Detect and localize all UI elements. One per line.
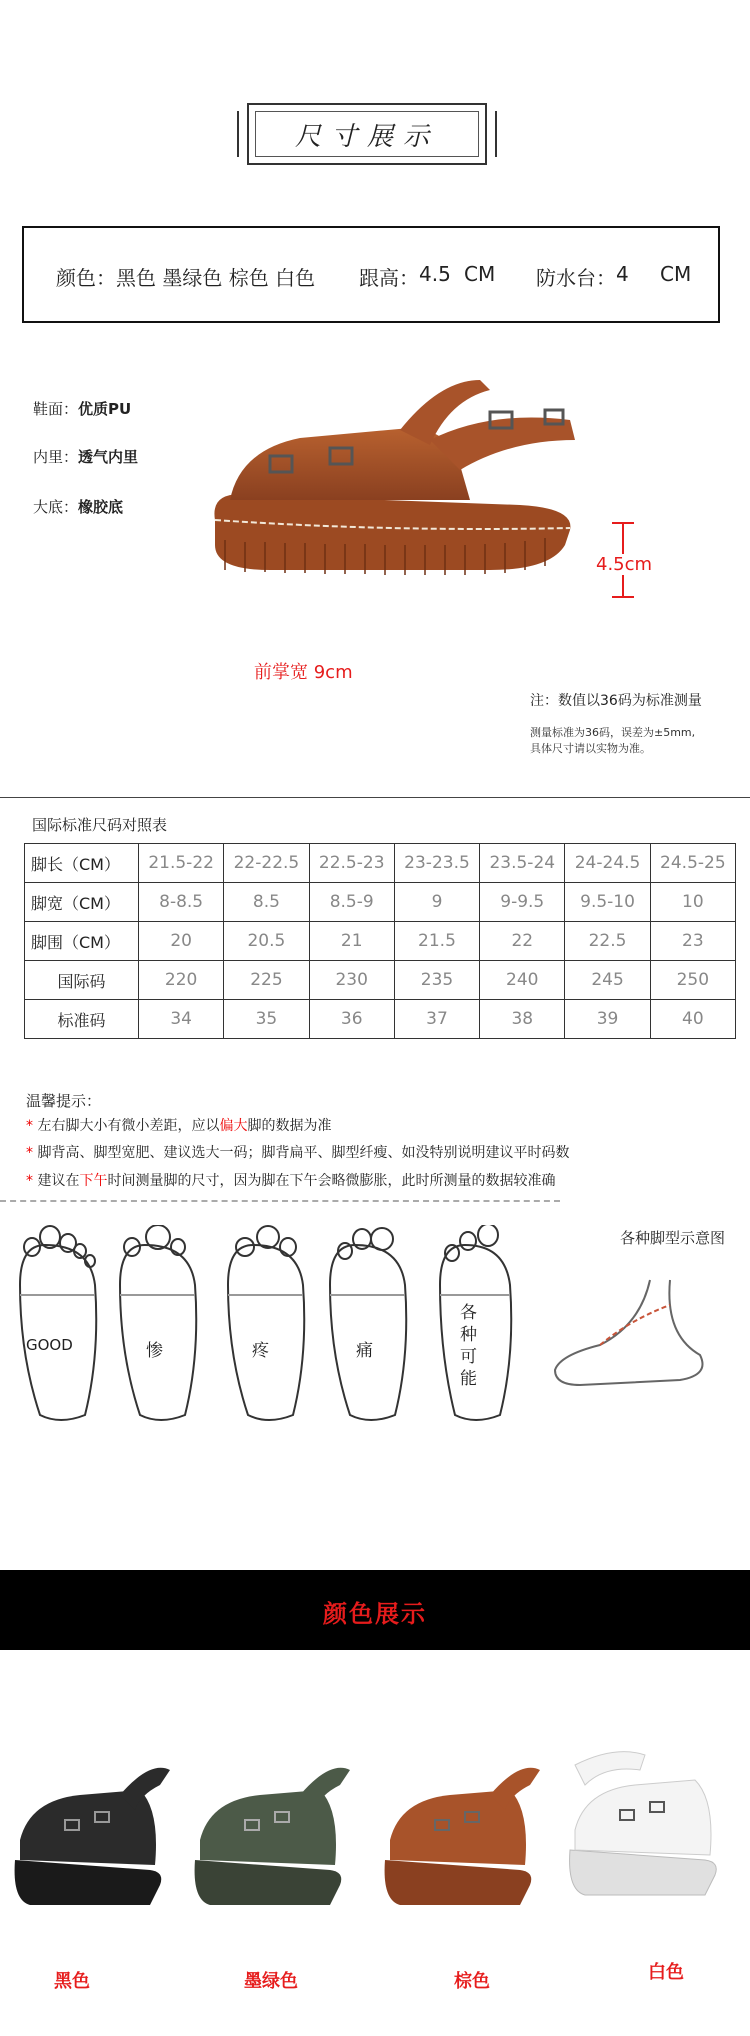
table-cell: 38 (480, 1000, 565, 1039)
material-label: 内里： (33, 448, 79, 466)
forefoot-width: 前掌宽 9cm (254, 662, 353, 683)
table-cell: 22.5-23 (309, 844, 394, 883)
foot-types-illustration (0, 1225, 750, 1430)
table-cell: 24-24.5 (565, 844, 650, 883)
row-header: 脚围（CM） (25, 922, 139, 961)
heel-value: 4.5 (419, 262, 451, 286)
tip-3 (26, 1170, 555, 1190)
color-label: 颜色： (56, 266, 116, 290)
table-cell: 23-23.5 (394, 844, 479, 883)
section-title-box (247, 103, 487, 165)
material-label: 鞋面： (33, 400, 79, 418)
table-cell: 22.5 (565, 922, 650, 961)
table-cell: 8.5-9 (309, 883, 394, 922)
height-label: 4.5cm (596, 554, 653, 575)
table-cell: 240 (480, 961, 565, 1000)
tip-highlight: 偏大 (219, 1118, 248, 1134)
dashed-divider (0, 1200, 560, 1202)
size-table (24, 843, 736, 1039)
heel-label: 跟高： (359, 266, 419, 290)
material-value: 橡胶底 (78, 498, 124, 516)
color-label-white: 白色 (648, 1962, 684, 1983)
table-cell: 220 (139, 961, 224, 1000)
table-cell: 24.5-25 (650, 844, 735, 883)
table-cell: 39 (565, 1000, 650, 1039)
row-header: 国际码 (25, 961, 139, 1000)
title-left-rule (237, 111, 239, 157)
tip-text: 左右脚大小有微小差距，应以 (37, 1118, 220, 1134)
table-cell: 36 (309, 1000, 394, 1039)
foot-label-miserable: 惨 (146, 1341, 163, 1361)
material-upper (33, 398, 131, 419)
table-cell: 9-9.5 (480, 883, 565, 922)
table-cell: 10 (650, 883, 735, 922)
foot-label-various: 各种可能 (460, 1303, 477, 1389)
table-cell: 20 (139, 922, 224, 961)
platform-label: 防水台： (536, 266, 616, 290)
table-cell: 40 (650, 1000, 735, 1039)
material-value: 优质PU (78, 400, 132, 418)
heel-unit: CM (464, 262, 496, 286)
table-cell: 9 (394, 883, 479, 922)
foot-label-pain: 疼 (252, 1341, 269, 1361)
color-section-banner (0, 1570, 750, 1650)
color-label-green: 墨绿色 (244, 1971, 298, 1992)
product-sandal-image (190, 370, 610, 610)
table-cell: 37 (394, 1000, 479, 1039)
color-sandals-image (0, 1740, 750, 1940)
table-cell: 235 (394, 961, 479, 1000)
table-cell: 22-22.5 (224, 844, 309, 883)
table-cell: 35 (224, 1000, 309, 1039)
table-row (25, 922, 736, 961)
table-row (25, 844, 736, 883)
table-cell: 34 (139, 1000, 224, 1039)
table-cell: 230 (309, 961, 394, 1000)
tip-text: 建议在 (37, 1173, 80, 1189)
table-row (25, 1000, 736, 1039)
title-right-rule (495, 111, 497, 157)
material-lining (33, 446, 138, 467)
table-cell: 21.5-22 (139, 844, 224, 883)
table-cell: 21.5 (394, 922, 479, 961)
platform-unit: CM (660, 262, 692, 286)
color-section-title: 颜色展示 (323, 1600, 427, 1628)
table-cell: 8-8.5 (139, 883, 224, 922)
table-row (25, 961, 736, 1000)
material-sole (33, 496, 123, 517)
tip-star: * (26, 1173, 33, 1189)
row-header: 脚长（CM） (25, 844, 139, 883)
table-cell: 23 (650, 922, 735, 961)
table-cell: 8.5 (224, 883, 309, 922)
measure-note-1: 测量标准为36码，误差为±5mm, (530, 726, 696, 739)
table-cell: 21 (309, 922, 394, 961)
tip-2 (26, 1142, 569, 1162)
tips-title: 温馨提示： (26, 1092, 102, 1110)
row-header: 脚宽（CM） (25, 883, 139, 922)
section-title: 尺寸展示 (255, 111, 479, 157)
table-cell: 250 (650, 961, 735, 1000)
table-cell: 20.5 (224, 922, 309, 961)
color-values: 黑色 墨绿色 棕色 白色 (116, 266, 316, 290)
platform-value: 4 (616, 262, 629, 286)
tip-star: * (26, 1118, 33, 1134)
tip-text: 时间测量脚的尺寸，因为脚在下午会略微膨胀，此时所测量的数据较准确 (107, 1173, 556, 1189)
material-value: 透气内里 (78, 448, 139, 466)
table-row (25, 883, 736, 922)
color-label-black: 黑色 (54, 1971, 90, 1992)
color-label-brown: 棕色 (454, 1971, 490, 1992)
row-header: 标准码 (25, 1000, 139, 1039)
tip-highlight: 下午 (79, 1173, 108, 1189)
divider (0, 797, 750, 798)
tip-star: * (26, 1145, 33, 1161)
tip-text: 脚的数据为准 (247, 1118, 332, 1134)
measure-note: 注：数值以36码为标准测量 (530, 693, 702, 709)
foot-label-ache: 痛 (356, 1341, 373, 1361)
tip-text: 脚背高、脚型宽肥、建议选大一码；脚背扁平、脚型纤瘦、如没特别说明建议平时码数 (37, 1145, 570, 1161)
foot-label-good: GOOD (26, 1336, 73, 1354)
table-cell: 9.5-10 (565, 883, 650, 922)
foot-types-title: 各种脚型示意图 (620, 1229, 726, 1247)
measure-note-2: 具体尺寸请以实物为准。 (530, 742, 651, 755)
table-cell: 245 (565, 961, 650, 1000)
height-marker-top (612, 522, 634, 524)
spec-box (22, 226, 720, 323)
material-label: 大底： (33, 498, 79, 516)
table-cell: 23.5-24 (480, 844, 565, 883)
table-cell: 225 (224, 961, 309, 1000)
height-marker-bottom (612, 596, 634, 598)
table-cell: 22 (480, 922, 565, 961)
tip-1 (26, 1115, 331, 1135)
size-table-title: 国际标准尺码对照表 (32, 816, 168, 834)
